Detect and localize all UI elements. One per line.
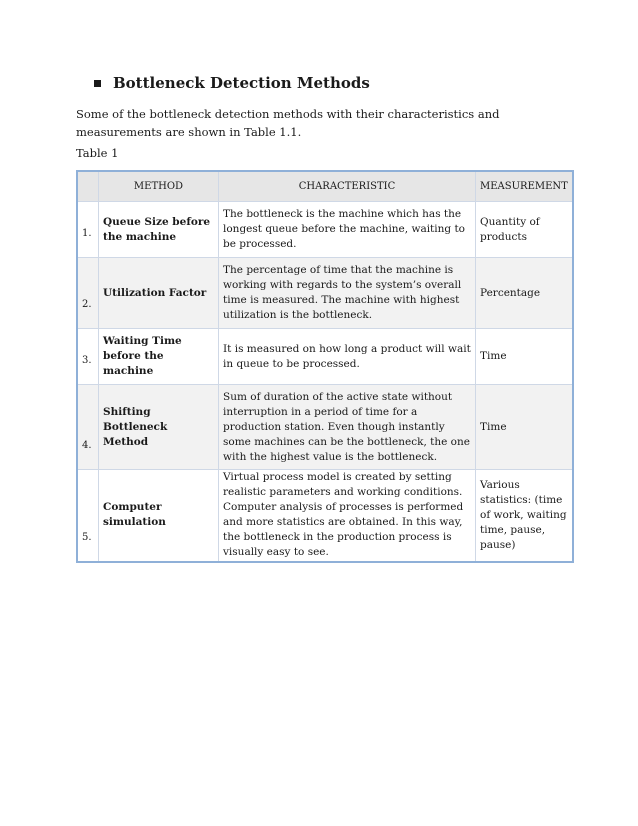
methods-table bbox=[76, 170, 574, 563]
table-header-row bbox=[77, 171, 573, 202]
table-row bbox=[77, 258, 573, 329]
intro-paragraph: Some of the bottleneck detection methods with their characteristics and measurements are shown in Table 1.1. bbox=[76, 107, 500, 139]
row-characteristic: Sum of duration of the active state without interruption in a period of time for a production station. Even though instantly some machines can be the bottleneck, the one with the highest value is the bottleneck. bbox=[219, 385, 476, 470]
row-measurement: Quantity of products bbox=[476, 202, 573, 258]
row-number: 4. bbox=[77, 385, 99, 470]
header-number bbox=[77, 171, 99, 202]
row-measurement: Percentage bbox=[476, 258, 573, 329]
table-row bbox=[77, 385, 573, 470]
row-method: Waiting Time before the machine bbox=[99, 329, 219, 385]
row-characteristic: It is measured on how long a product will wait in queue to be processed. bbox=[219, 329, 476, 385]
row-method: Shifting Bottleneck Method bbox=[99, 385, 219, 470]
row-measurement: Time bbox=[476, 329, 573, 385]
table-caption: Table 1 bbox=[76, 146, 119, 160]
row-method: Queue Size before the machine bbox=[99, 202, 219, 258]
section-heading bbox=[94, 74, 370, 92]
table-row bbox=[77, 202, 573, 258]
row-characteristic: Virtual process model is created by setting realistic parameters and working conditions. Computer analysis of processes is performed and more statistics are obtained. In this way, the bottleneck in the production process is visually easy to see. bbox=[219, 470, 476, 562]
row-measurement: Time bbox=[476, 385, 573, 470]
row-number: 3. bbox=[77, 329, 99, 385]
row-method: Utilization Factor bbox=[99, 258, 219, 329]
row-number: 1. bbox=[77, 202, 99, 258]
heading-text: Bottleneck Detection Methods bbox=[113, 74, 370, 92]
square-bullet-icon bbox=[94, 80, 101, 87]
table-row bbox=[77, 470, 573, 562]
row-number: 5. bbox=[77, 470, 99, 562]
table-row bbox=[77, 329, 573, 385]
row-number: 2. bbox=[77, 258, 99, 329]
header-measurement: MEASUREMENT bbox=[476, 171, 573, 202]
header-characteristic: CHARACTERISTIC bbox=[219, 171, 476, 202]
header-method: METHOD bbox=[99, 171, 219, 202]
row-method: Computer simulation bbox=[99, 470, 219, 562]
row-characteristic: The bottleneck is the machine which has the longest queue before the machine, waiting to be processed. bbox=[219, 202, 476, 258]
row-characteristic: The percentage of time that the machine is working with regards to the system’s overall time is measured. The machine with highest utilization is the bottleneck. bbox=[219, 258, 476, 329]
row-measurement: Various statistics: (time of work, waiting time, pause, pause) bbox=[476, 470, 573, 562]
